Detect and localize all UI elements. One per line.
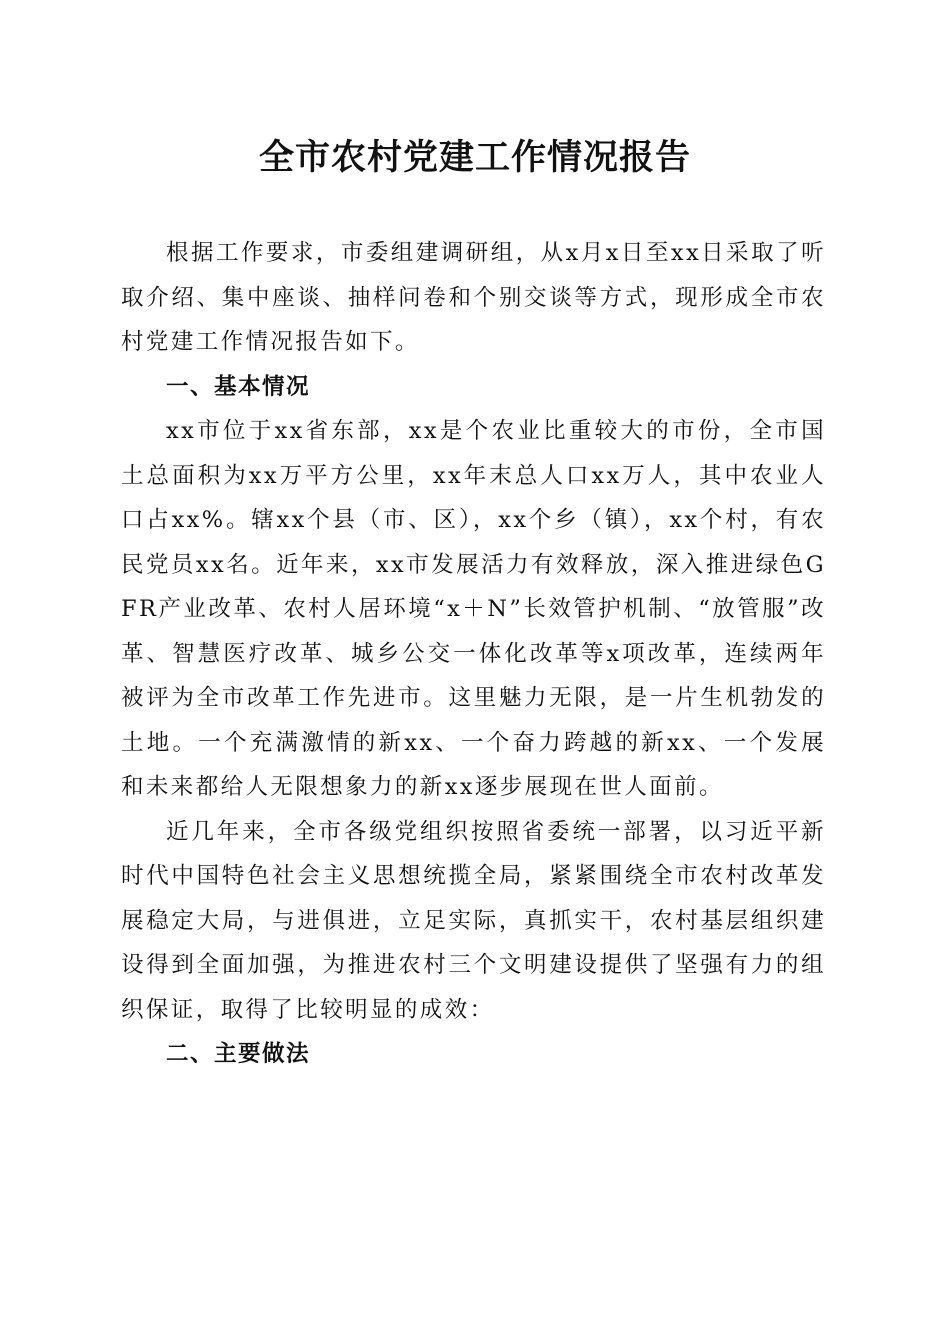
section-heading-main-practices: 二、主要做法 <box>166 1041 311 1067</box>
intro-paragraph: 根据工作要求，市委组建调研组，从x月x日至xx日采取了听取介绍、集中座谈、抽样问卷和个别交谈等方式，现形成全市农村党建工作情况报告如下。 <box>121 240 826 355</box>
section-heading-basic-situation: 一、基本情况 <box>166 373 311 400</box>
document-body <box>121 231 826 1077</box>
basic-situation-paragraph: xx市位于xx省东部，xx是个农业比重较大的市份，全市国土总面积为xx万平方公里，xx年末总人口xx万人，其中农业人口占xx%。辖xx个县（市、区），xx个乡（镇），xx个村，有农民党员xx名。近年来，xx市发展活力有效释放，深入推进绿色GFR产业改革、农村人居环境“x＋N”长效管护机制、“放管服”改革、智慧医疗改革、城乡公交一体化改革等x项改革，连续两年被评为全市改革工作先进市。这里魅力无限，是一片生机勃发的土地。一个充满激情的新xx、一个奋力跨越的新xx、一个发展和未来都给人无限想象力的新xx逐步展现在世人面前。 <box>121 418 826 800</box>
achievements-paragraph: 近几年来，全市各级党组织按照省委统一部署，以习近平新时代中国特色社会主义思想统揽全局，紧紧围绕全市农村改革发展稳定大局，与进俱进，立足实际，真抓实干，农村基层组织建设得到全面加强，为推进农村三个文明建设提供了坚强有力的组织保证，取得了比较明显的成效： <box>121 818 826 1023</box>
document-title: 全市农村党建工作情况报告 <box>258 137 691 178</box>
